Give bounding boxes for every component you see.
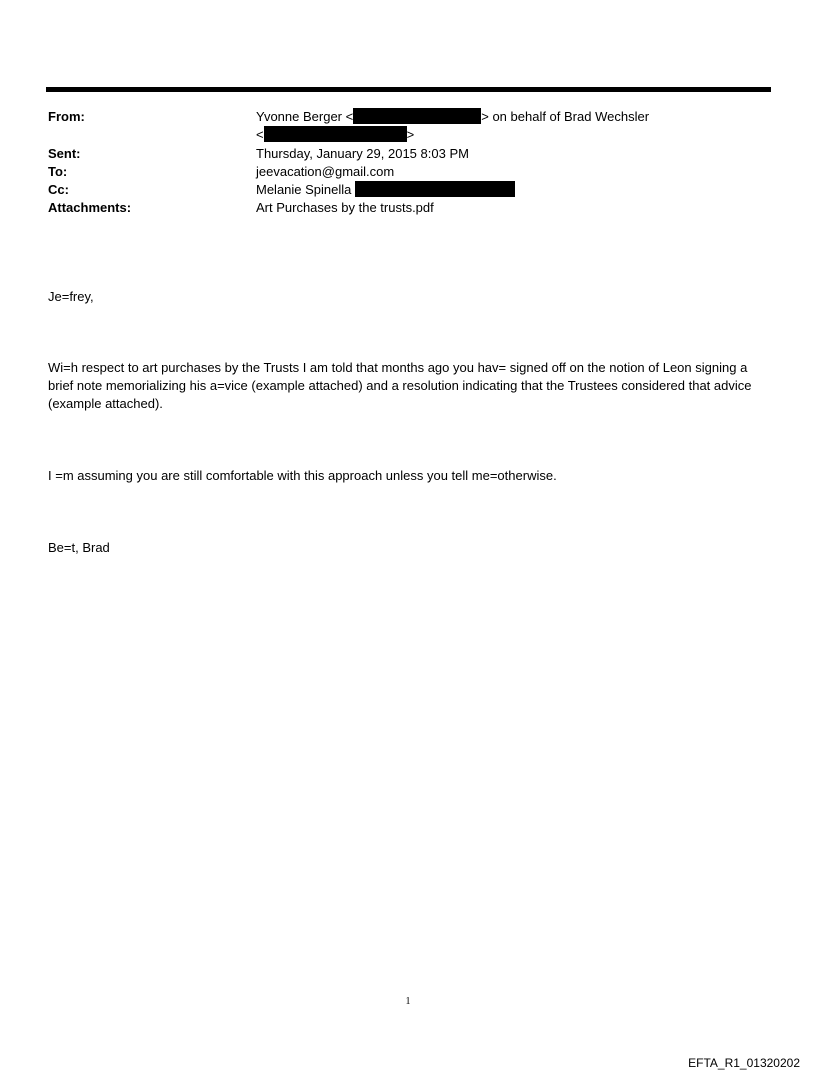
cc-value (256, 181, 515, 198)
document-id: EFTA_R1_01320202 (688, 1056, 800, 1070)
to-value: jeevacation@gmail.com (256, 164, 395, 179)
attachment-file[interactable]: Art Purchases by the trusts.pdf (256, 200, 434, 215)
from-value-line2 (256, 126, 414, 143)
greeting: Je=frey, (48, 289, 94, 304)
page-number: 1 (405, 996, 411, 1007)
cc-name: Melanie Spinella (256, 182, 352, 197)
body-paragraph-1: Wi=h respect to art purchases by the Trusts I am told that months ago you hav= signed off on the notion of Leon signing a brief note memorializing his a=vice (example attached) and a resolution indicating that the Trustees considered that advice (example attached). (48, 360, 752, 411)
attachments-label: Attachments: (48, 200, 132, 215)
sent-value: Thursday, January 29, 2015 8:03 PM (256, 146, 469, 161)
from-email-redaction (353, 108, 481, 124)
body-paragraph-2: I =m assuming you are still comfortable with this approach unless you tell me=otherwise. (48, 468, 557, 483)
sent-label: Sent: (48, 146, 81, 161)
from-value (256, 108, 649, 125)
on-behalf-text: on behalf of Brad Wechsler (492, 109, 650, 124)
from-line2-open-bracket: < (256, 127, 264, 142)
from-label: From: (48, 109, 85, 124)
header-rule (46, 87, 771, 92)
to-label: To: (48, 164, 68, 179)
from-close-bracket: > (481, 109, 489, 124)
from-line2-close-bracket: > (406, 127, 415, 142)
cc-label: Cc: (48, 182, 69, 197)
cc-email-redaction (355, 181, 515, 197)
from-name: Yvonne Berger (256, 109, 343, 124)
behalf-email-redaction (264, 126, 407, 142)
signoff: Be=t, Brad (48, 540, 110, 555)
from-open-bracket: < (345, 109, 354, 124)
